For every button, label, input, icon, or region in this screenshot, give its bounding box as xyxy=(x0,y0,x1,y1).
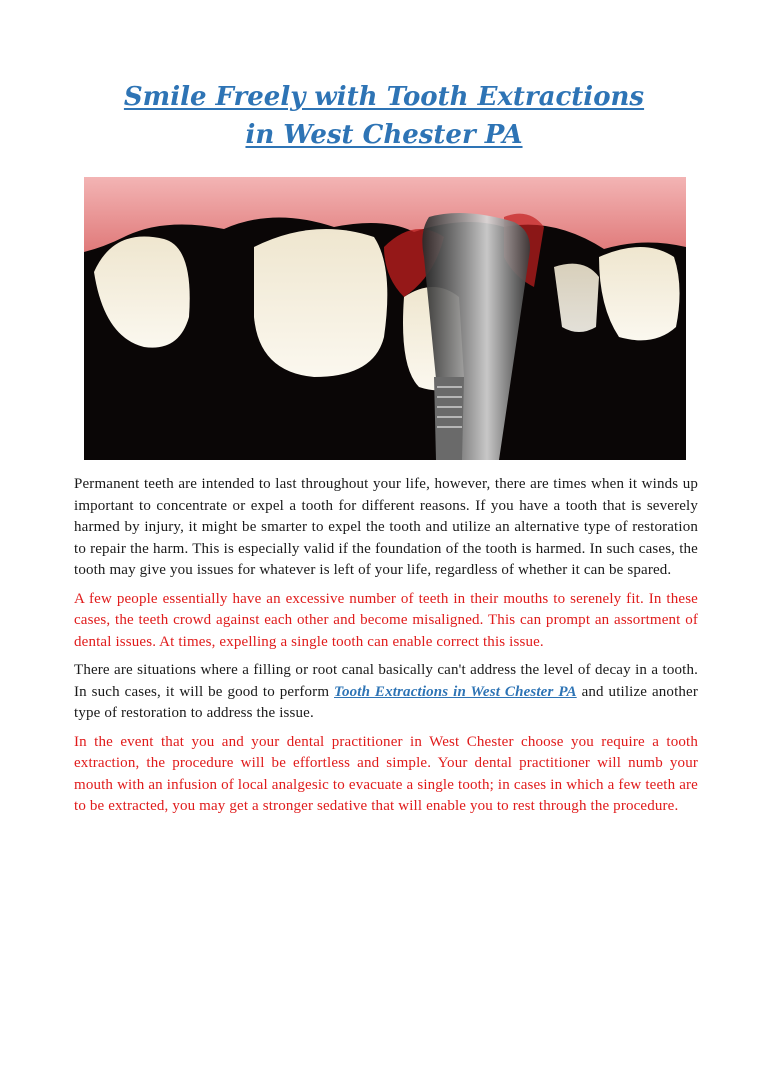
paragraph-1: Permanent teeth are intended to last throughout your life, however, there are times when it winds up important to concentrate or expel a tooth for different reasons. If you have a tooth that is severely harmed by injury, it might be smarter to expel the tooth and utilize an alternative type of restoration to repair the harm. This is especially valid if the foundation of the tooth is harmed. In such cases, the tooth may give you issues for whatever is left of your life, regardless of whether it can be spared. xyxy=(74,476,698,578)
paragraph-3-before: There are situations where a filling or root canal basically can't address the level of decay in a tooth. In such cases, it will be good to perform xyxy=(74,662,698,700)
dental-extraction-photo xyxy=(84,177,686,460)
page-title xyxy=(60,78,708,154)
paragraph-3-after: and utilize another type of restoration to address the issue. xyxy=(74,683,698,721)
paragraph-3 xyxy=(74,660,698,725)
paragraph-4: In the event that you and your dental practitioner in West Chester choose you require a tooth extraction, the procedure will be effortless and simple. Your dental practitioner will numb your mouth with an infusion of local analgesic to evacuate a single tooth; in cases in which a few teeth are to be extracted, you may get a stronger sedative that will enable you to rest through the procedure. xyxy=(74,733,698,814)
paragraph-2: A few people essentially have an excessive number of teeth in their mouths to serenely fit. In these cases, the teeth crowd against each other and become misaligned. This can prompt an assortment of dental issues. At times, expelling a single tooth can enable correct this issue. xyxy=(74,590,698,650)
tooth-extractions-link[interactable]: Tooth Extractions in West Chester PA xyxy=(334,683,577,700)
article-body xyxy=(74,474,698,825)
title-line-1: Smile Freely with Tooth Extractions xyxy=(123,82,645,112)
title-line-2: in West Chester PA xyxy=(245,120,523,150)
